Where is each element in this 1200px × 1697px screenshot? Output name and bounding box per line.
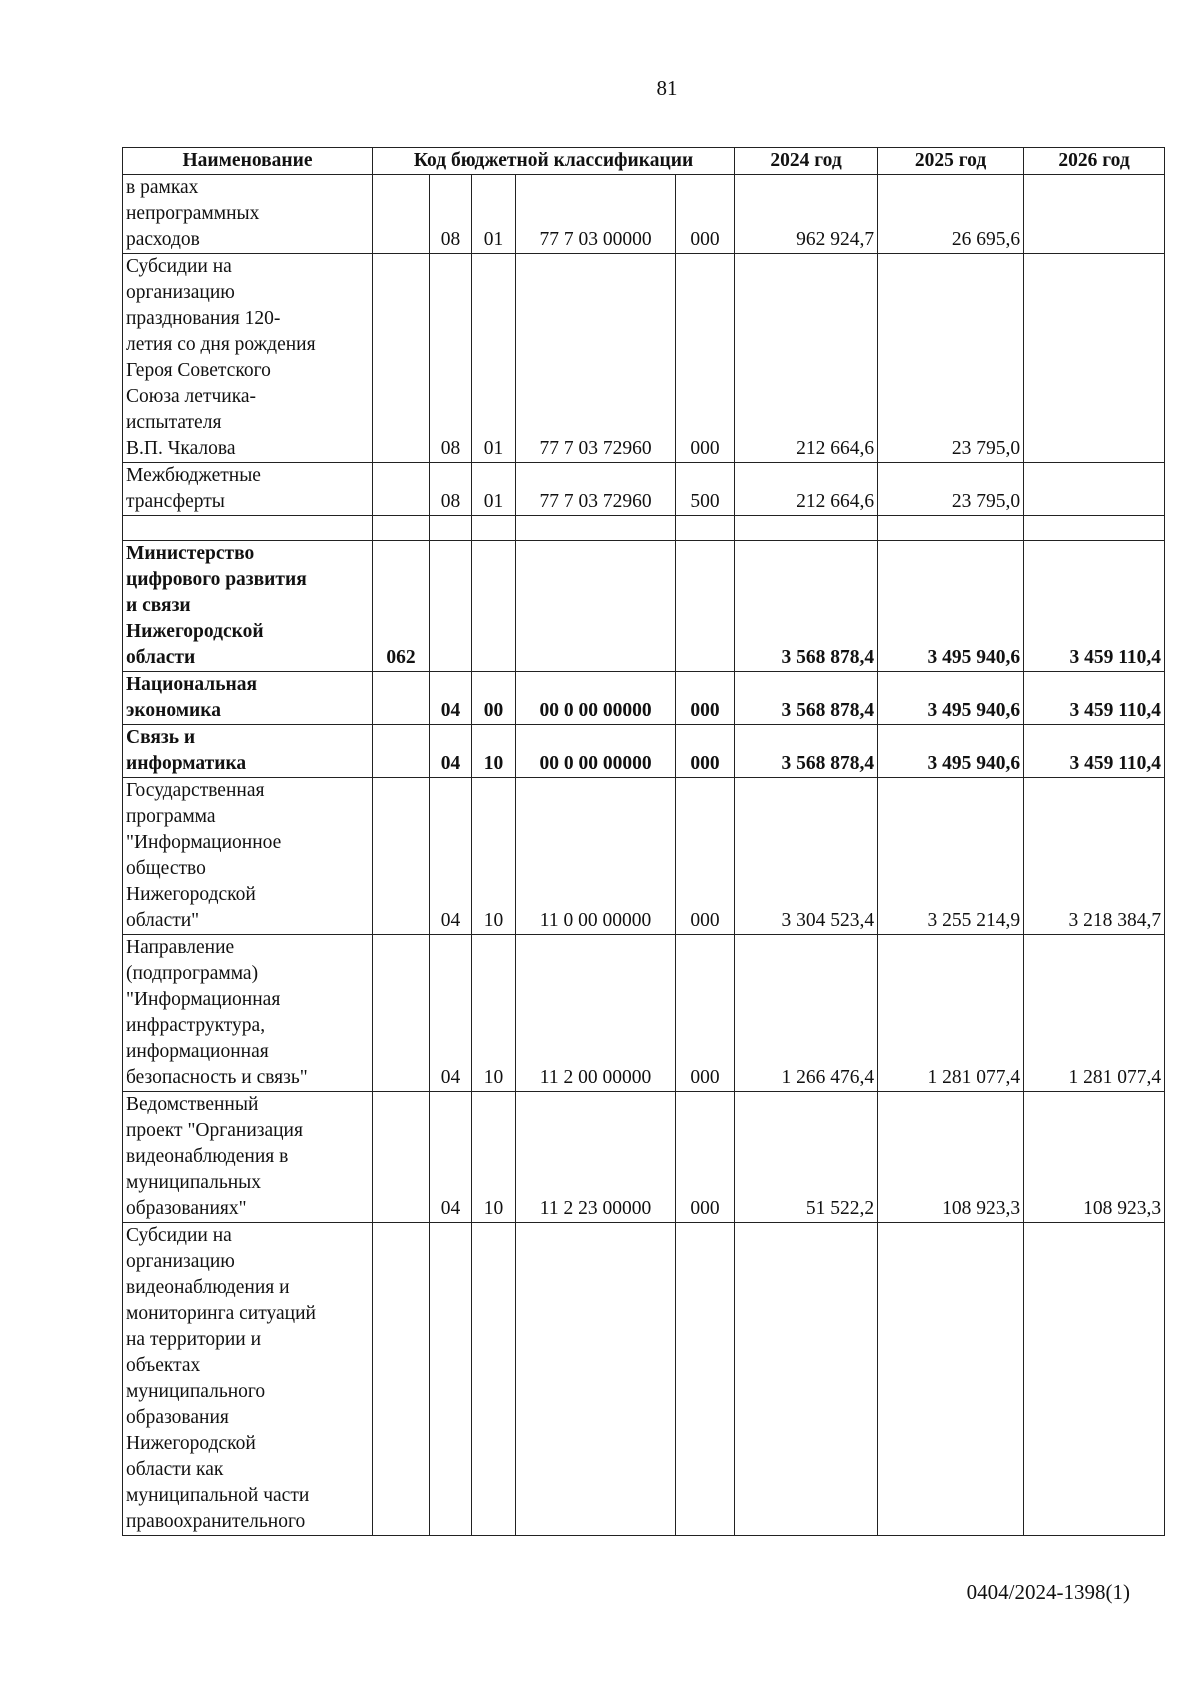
subsection-code: 01 <box>472 254 516 463</box>
row-name: Государственная программа "Информационное общество Нижегородской области" <box>123 778 373 935</box>
ministry-code: 062 <box>373 541 430 672</box>
ministry-code <box>373 725 430 778</box>
amount-2026 <box>1024 1223 1165 1536</box>
amount-2026: 3 218 384,7 <box>1024 778 1165 935</box>
table-header-row <box>123 148 1165 175</box>
amount-2025: 3 495 940,6 <box>878 541 1024 672</box>
document-id: 0404/2024-1398(1) <box>966 1580 1130 1604</box>
expense-type-code <box>676 541 735 672</box>
table-row <box>123 463 1165 516</box>
section-code: 04 <box>430 725 472 778</box>
section-code: 04 <box>430 1092 472 1223</box>
article-code <box>516 541 676 672</box>
expense-type-code <box>676 1223 735 1536</box>
ministry-code <box>373 1223 430 1536</box>
subsection-code: 01 <box>472 175 516 254</box>
expense-type-code: 000 <box>676 175 735 254</box>
amount-2025: 3 495 940,6 <box>878 672 1024 725</box>
article-code <box>516 1223 676 1536</box>
amount-2025: 1 281 077,4 <box>878 935 1024 1092</box>
amount-2026: 1 281 077,4 <box>1024 935 1165 1092</box>
amount-2026 <box>1024 463 1165 516</box>
subsection-code: 01 <box>472 463 516 516</box>
row-name: в рамках непрограммных расходов <box>123 175 373 254</box>
table-row <box>123 254 1165 463</box>
row-name: Направление (подпрограмма) "Информационная инфраструктура, информационная безопасность и связь" <box>123 935 373 1092</box>
amount-2026: 3 459 110,4 <box>1024 725 1165 778</box>
ministry-code <box>373 1092 430 1223</box>
subsection-code <box>472 516 516 541</box>
ministry-code <box>373 175 430 254</box>
subsection-code <box>472 541 516 672</box>
section-code: 08 <box>430 175 472 254</box>
amount-2026 <box>1024 175 1165 254</box>
section-code <box>430 516 472 541</box>
table-row <box>123 672 1165 725</box>
subsection-code: 10 <box>472 725 516 778</box>
header-2026: 2026 год <box>1024 148 1165 175</box>
amount-2024: 212 664,6 <box>735 463 878 516</box>
amount-2025 <box>878 516 1024 541</box>
amount-2025 <box>878 1223 1024 1536</box>
ministry-code <box>373 935 430 1092</box>
header-code: Код бюджетной классификации <box>373 148 735 175</box>
row-name: Связь и информатика <box>123 725 373 778</box>
article-code: 11 2 23 00000 <box>516 1092 676 1223</box>
ministry-code <box>373 463 430 516</box>
article-code: 77 7 03 72960 <box>516 463 676 516</box>
section-code: 08 <box>430 254 472 463</box>
subsection-code: 10 <box>472 778 516 935</box>
amount-2025: 108 923,3 <box>878 1092 1024 1223</box>
amount-2026: 3 459 110,4 <box>1024 541 1165 672</box>
expense-type-code: 000 <box>676 725 735 778</box>
ministry-code <box>373 778 430 935</box>
header-2025: 2025 год <box>878 148 1024 175</box>
header-name: Наименование <box>123 148 373 175</box>
amount-2024: 3 568 878,4 <box>735 672 878 725</box>
amount-2025: 26 695,6 <box>878 175 1024 254</box>
table-row <box>123 541 1165 672</box>
section-code: 08 <box>430 463 472 516</box>
row-name: Национальная экономика <box>123 672 373 725</box>
expense-type-code: 000 <box>676 254 735 463</box>
expense-type-code: 000 <box>676 778 735 935</box>
table-row <box>123 1092 1165 1223</box>
section-code <box>430 541 472 672</box>
ministry-code <box>373 254 430 463</box>
amount-2026 <box>1024 254 1165 463</box>
amount-2024: 962 924,7 <box>735 175 878 254</box>
subsection-code: 10 <box>472 935 516 1092</box>
header-2024: 2024 год <box>735 148 878 175</box>
amount-2025: 23 795,0 <box>878 463 1024 516</box>
section-code: 04 <box>430 778 472 935</box>
article-code <box>516 516 676 541</box>
amount-2024: 3 568 878,4 <box>735 541 878 672</box>
amount-2025: 3 495 940,6 <box>878 725 1024 778</box>
amount-2024: 51 522,2 <box>735 1092 878 1223</box>
amount-2024: 1 266 476,4 <box>735 935 878 1092</box>
amount-2024: 3 304 523,4 <box>735 778 878 935</box>
ministry-code <box>373 672 430 725</box>
budget-table <box>122 147 1165 1536</box>
row-name <box>123 516 373 541</box>
row-name: Министерство цифрового развития и связи Нижегородской области <box>123 541 373 672</box>
amount-2024 <box>735 516 878 541</box>
expense-type-code: 000 <box>676 672 735 725</box>
expense-type-code: 000 <box>676 1092 735 1223</box>
section-code: 04 <box>430 935 472 1092</box>
subsection-code: 10 <box>472 1092 516 1223</box>
amount-2025: 23 795,0 <box>878 254 1024 463</box>
amount-2024: 212 664,6 <box>735 254 878 463</box>
table-row <box>123 778 1165 935</box>
section-code <box>430 1223 472 1536</box>
amount-2024 <box>735 1223 878 1536</box>
amount-2024: 3 568 878,4 <box>735 725 878 778</box>
page-number: 81 <box>656 76 678 100</box>
section-code: 04 <box>430 672 472 725</box>
amount-2026 <box>1024 516 1165 541</box>
expense-type-code <box>676 516 735 541</box>
article-code: 11 0 00 00000 <box>516 778 676 935</box>
article-code: 77 7 03 00000 <box>516 175 676 254</box>
row-name: Межбюджетные трансферты <box>123 463 373 516</box>
subsection-code <box>472 1223 516 1536</box>
row-name: Ведомственный проект "Организация видеонаблюдения в муниципальных образованиях" <box>123 1092 373 1223</box>
article-code: 00 0 00 00000 <box>516 672 676 725</box>
table-row <box>123 725 1165 778</box>
row-name: Субсидии на организацию празднования 120- летия со дня рождения Героя Советского Союза летчика- испытателя В.П. Чкалова <box>123 254 373 463</box>
subsection-code: 00 <box>472 672 516 725</box>
amount-2026: 3 459 110,4 <box>1024 672 1165 725</box>
ministry-code <box>373 516 430 541</box>
article-code: 00 0 00 00000 <box>516 725 676 778</box>
table-row <box>123 935 1165 1092</box>
table-row <box>123 175 1165 254</box>
amount-2025: 3 255 214,9 <box>878 778 1024 935</box>
table-row <box>123 516 1165 541</box>
expense-type-code: 500 <box>676 463 735 516</box>
expense-type-code: 000 <box>676 935 735 1092</box>
amount-2026: 108 923,3 <box>1024 1092 1165 1223</box>
article-code: 77 7 03 72960 <box>516 254 676 463</box>
article-code: 11 2 00 00000 <box>516 935 676 1092</box>
table-row <box>123 1223 1165 1536</box>
row-name: Субсидии на организацию видеонаблюдения и мониторинга ситуаций на территории и объектах муниципального образования Нижегородской области как муниципальной части правоохранительного <box>123 1223 373 1536</box>
